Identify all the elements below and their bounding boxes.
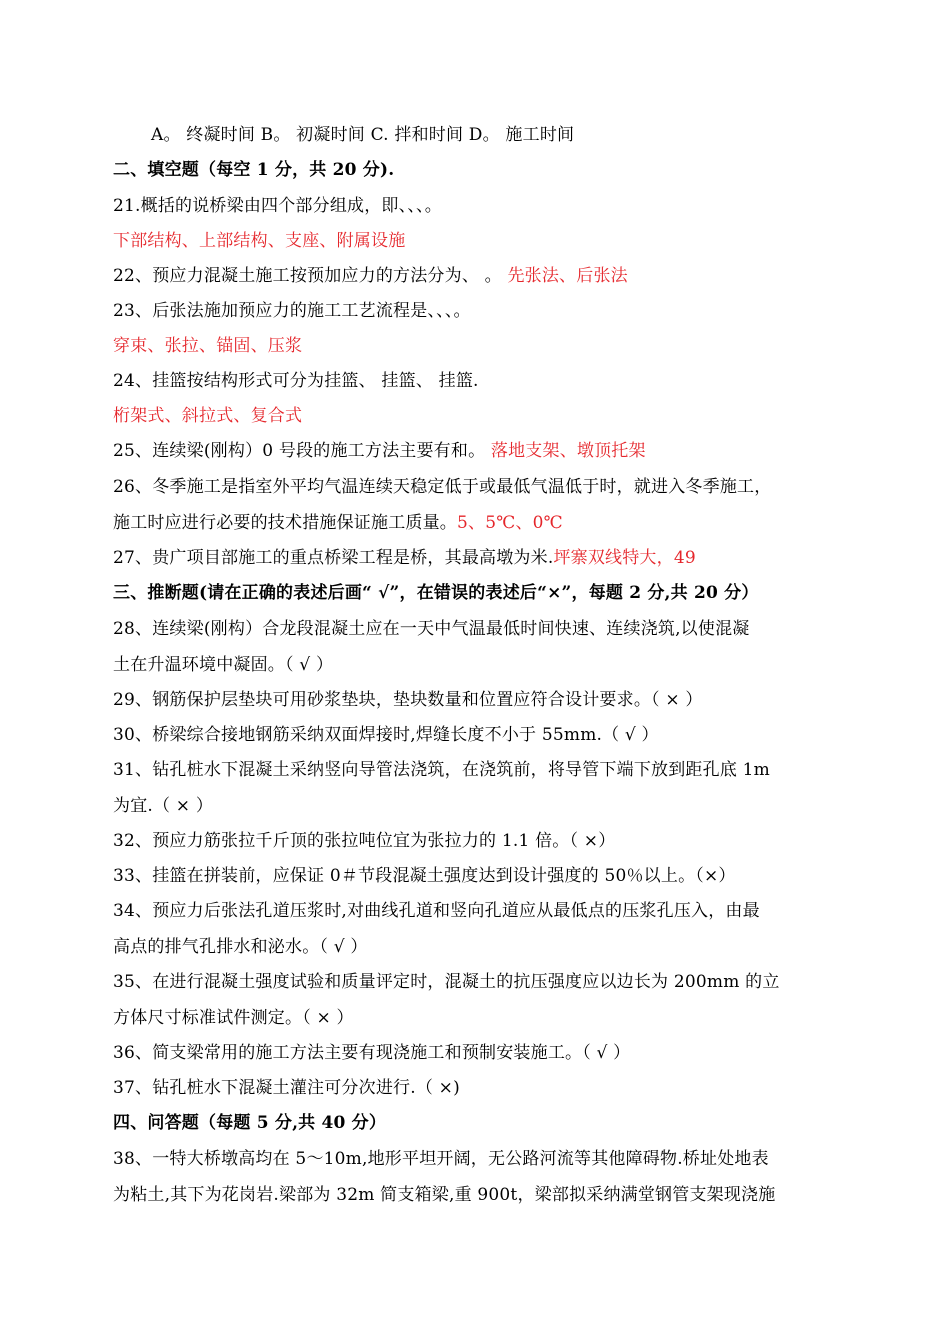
- line-text: 34、预应力后张法孔道压浆时,对曲线孔道和竖向孔道应从最低点的压浆孔压入，由最: [113, 901, 760, 921]
- line-text: 26、冬季施工是指室外平均气温连续天稳定低于或最低气温低于时，就进入冬季施工，: [113, 477, 772, 497]
- line-text: 为宜.（ × ）: [113, 796, 214, 816]
- question-22: [113, 264, 843, 288]
- line-text: 24、挂篮按结构形式可分为挂篮、 挂篮、 挂篮.: [113, 371, 479, 391]
- line-text: 三、推断题(请在正确的表述后画“ √”，在错误的表述后“×”，每题 2 分,共 20 分）: [113, 583, 759, 603]
- answer-26: 5、5℃、0℃: [457, 513, 563, 533]
- section-heading-fill-blank: [113, 158, 843, 182]
- line-text: 二、填空题（每空 1 分，共 20 分).: [113, 160, 395, 180]
- question-26: [113, 475, 843, 499]
- answer-25: 落地支架、墩顶托架: [490, 441, 646, 461]
- line-text: 22、预应力混凝土施工按预加应力的方法分为、 。: [113, 266, 502, 286]
- line-text: 38、一特大桥墩高均在 5～10m,地形平坦开阔，无公路河流等其他障碍物.桥址处地表: [113, 1149, 769, 1169]
- q20-options: [151, 123, 881, 147]
- question-32: [113, 829, 843, 853]
- question-38-continued: [113, 1183, 843, 1207]
- line-text: 施工时应进行必要的技术措施保证施工质量。: [113, 513, 457, 533]
- answer-22: 先张法、后张法: [507, 266, 628, 286]
- question-28: [113, 617, 843, 641]
- line-text: 穿束、张拉、锚固、压浆: [113, 336, 303, 356]
- question-29: [113, 688, 843, 712]
- line-text: 桁架式、斜拉式、复合式: [113, 406, 303, 426]
- question-35-continued: [113, 1006, 843, 1030]
- line-text: 30、桥梁综合接地钢筋采纳双面焊接时,焊缝长度不小于 55mm.（ √ ）: [113, 725, 659, 745]
- line-text: 土在升温环境中凝固。（ √ ）: [113, 655, 334, 675]
- question-33: [113, 864, 843, 888]
- question-27: [113, 546, 843, 570]
- question-35: [113, 970, 843, 994]
- section-heading-true-false: [113, 581, 843, 605]
- question-36: [113, 1041, 843, 1065]
- line-text: 25、连续梁(刚构）0 号段的施工方法主要有和。: [113, 441, 486, 461]
- line-text: 方体尺寸标准试件测定。（ × ）: [113, 1008, 354, 1028]
- question-37: [113, 1076, 843, 1100]
- section-heading-short-answer: [113, 1111, 843, 1135]
- answer-21: [113, 229, 843, 253]
- question-34: [113, 899, 843, 923]
- line-text: 35、在进行混凝土强度试验和质量评定时，混凝土的抗压强度应以边长为 200mm 的立: [113, 972, 780, 992]
- question-38: [113, 1147, 843, 1171]
- line-text: 四、问答题（每题 5 分,共 40 分）: [113, 1113, 387, 1133]
- line-text: 21.概括的说桥梁由四个部分组成，即、、、。: [113, 196, 442, 216]
- line-text: 23、后张法施加预应力的施工工艺流程是、、、。: [113, 301, 471, 321]
- question-23: [113, 299, 843, 323]
- line-text: 为粘土,其下为花岗岩.梁部为 32m 简支箱梁,重 900t，梁部拟采纳满堂钢管支架现浇施: [113, 1185, 776, 1205]
- question-21: [113, 194, 843, 218]
- line-text: 28、连续梁(刚构）合龙段混凝土应在一天中气温最低时间快速、连续浇筑,以使混凝: [113, 619, 750, 639]
- question-26-continued: [113, 511, 843, 535]
- line-text: A。 终凝时间 B。 初凝时间 C. 拌和时间 D。 施工时间: [151, 125, 575, 145]
- line-text: 31、钻孔桩水下混凝土采纳竖向导管法浇筑，在浇筑前，将导管下端下放到距孔底 1m: [113, 760, 770, 780]
- question-34-continued: [113, 935, 843, 959]
- question-28-continued: [113, 653, 843, 677]
- line-text: 高点的排气孔排水和泌水。（ √ ）: [113, 937, 368, 957]
- answer-24: [113, 404, 843, 428]
- question-31-continued: [113, 794, 843, 818]
- question-24: [113, 369, 843, 393]
- line-text: 33、挂篮在拼装前，应保证 0＃节段混凝土强度达到设计强度的 50％以上。（×）: [113, 866, 736, 886]
- question-30: [113, 723, 843, 747]
- question-31: [113, 758, 843, 782]
- answer-27: 坪寨双线特大，49: [553, 548, 696, 568]
- line-text: 36、简支梁常用的施工方法主要有现浇施工和预制安装施工。（ √ ）: [113, 1043, 631, 1063]
- line-text: 37、钻孔桩水下混凝土灌注可分次进行.（ ×): [113, 1078, 460, 1098]
- line-text: 下部结构、上部结构、支座、附属设施: [113, 231, 406, 251]
- line-text: 29、钢筋保护层垫块可用砂浆垫块，垫块数量和位置应符合设计要求。（ × ）: [113, 690, 703, 710]
- question-25: [113, 439, 843, 463]
- answer-23: [113, 334, 843, 358]
- line-text: 32、预应力筋张拉千斤顶的张拉吨位宜为张拉力的 1.1 倍。（ ×）: [113, 831, 616, 851]
- line-text: 27、贵广项目部施工的重点桥梁工程是桥，其最高墩为米.: [113, 548, 554, 568]
